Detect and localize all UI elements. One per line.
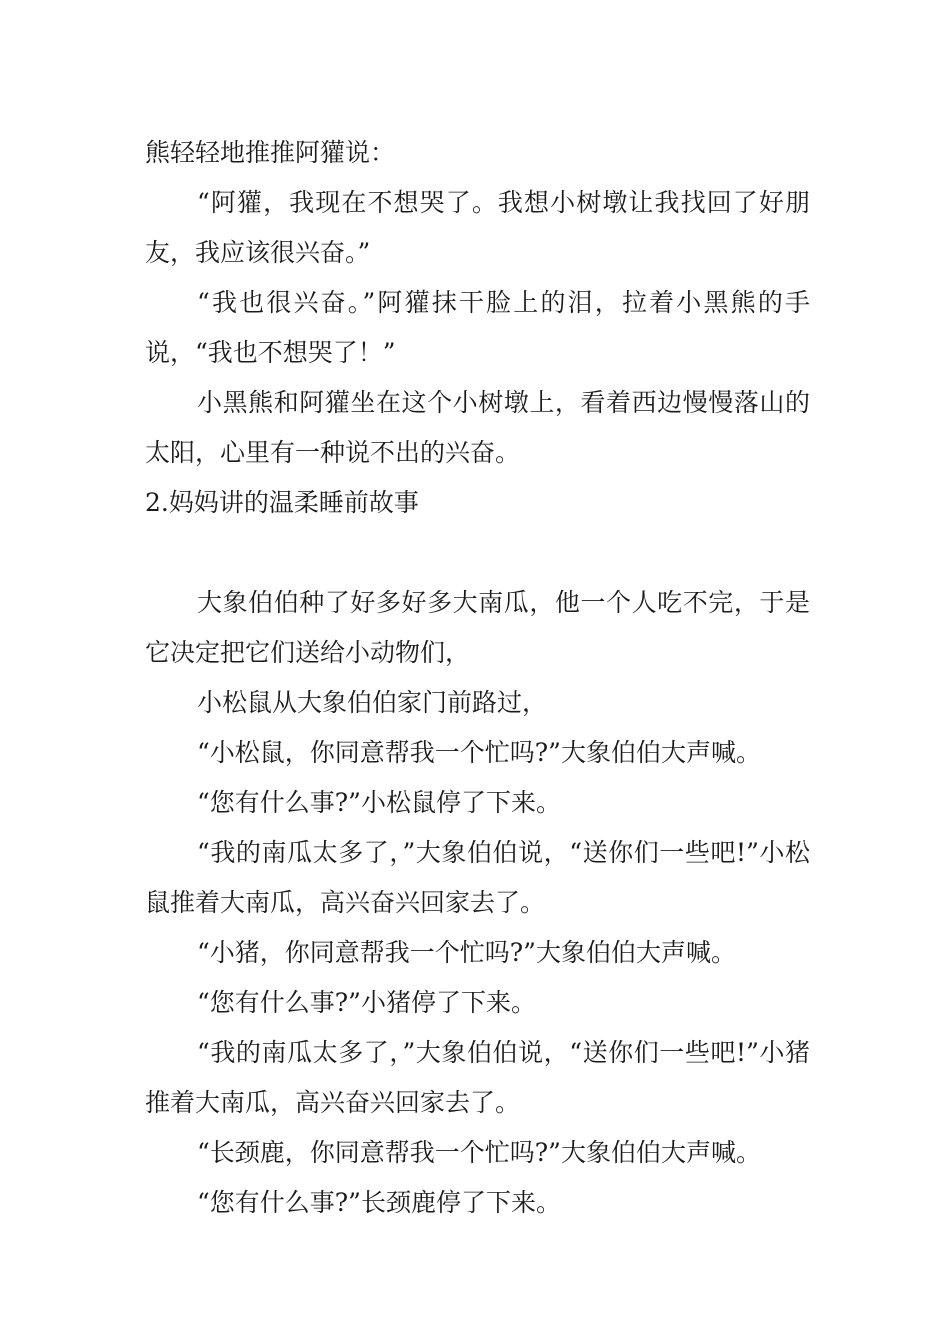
- paragraph: “您有什么事?”小猪停了下来。: [197, 988, 536, 1017]
- paragraph: “我的南瓜太多了，”大象伯伯说，“送你们一些吧!”小松鼠推着大南瓜，高兴奋兴回家去了。: [145, 838, 810, 917]
- paragraph: “长颈鹿，你同意帮我一个忙吗?”大象伯伯大声喊。: [197, 1138, 761, 1167]
- paragraph: “阿獾，我现在不想哭了。我想小树墩让我找回了好朋友，我应该很兴奋。”: [145, 188, 810, 267]
- paragraph: 小黑熊和阿獾坐在这个小树墩上，看着西边慢慢落山的太阳，心里有一种说不出的兴奋。: [145, 388, 810, 467]
- document-body: [145, 128, 810, 1228]
- paragraph: “我的南瓜太多了，”大象伯伯说，“送你们一些吧!”小猪推着大南瓜，高兴奋兴回家去了。: [145, 1038, 810, 1117]
- paragraph: “小松鼠，你同意帮我一个忙吗?”大象伯伯大声喊。: [197, 738, 761, 767]
- paragraph: “我也很兴奋。”阿獾抹干脸上的泪，拉着小黑熊的手说，“我也不想哭了！”: [145, 288, 810, 367]
- paragraph: 小松鼠从大象伯伯家门前路过，: [197, 688, 548, 717]
- paragraph: 大象伯伯种了好多好多大南瓜，他一个人吃不完，于是它决定把它们送给小动物们，: [145, 588, 810, 667]
- paragraph: “您有什么事?”长颈鹿停了下来。: [197, 1188, 561, 1217]
- blank-line: [145, 528, 810, 578]
- paragraph: 熊轻轻地推推阿獾说：: [145, 138, 396, 167]
- section-heading: 2.妈妈讲的温柔睡前故事: [145, 488, 419, 517]
- paragraph: “您有什么事?”小松鼠停了下来。: [197, 788, 561, 817]
- paragraph: “小猪，你同意帮我一个忙吗?”大象伯伯大声喊。: [197, 938, 736, 967]
